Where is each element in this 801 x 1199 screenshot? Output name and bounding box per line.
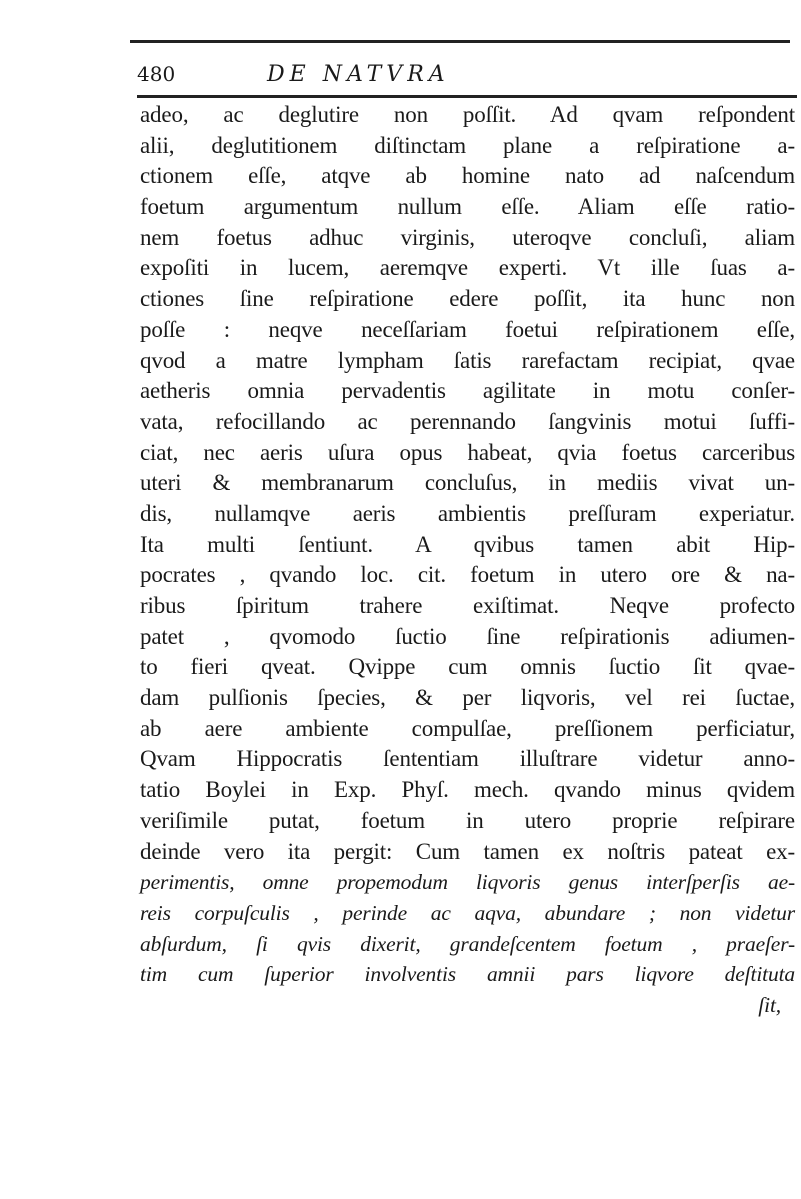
text-line: foetum argumentum nullum eſſe. Aliam eſſe ratio- xyxy=(140,194,795,220)
text-line: ab aere ambiente compulſae, preſſionem perficiatur, xyxy=(140,715,795,741)
text-line: dis, nullamqve aeris ambientis preſſuram experiatur. xyxy=(140,500,795,526)
body-text xyxy=(140,100,795,1021)
text-line: ctiones ſine reſpiratione edere poſſit, ita hunc non xyxy=(140,286,795,312)
quoted-text-line: tim cum ſuperior involventis amnii pars liqvore deſtituta xyxy=(140,962,795,987)
header-rule xyxy=(137,95,797,98)
top-edge-rule xyxy=(130,40,790,43)
text-line: alii, deglutitionem diſtinctam plane a reſpiratione a- xyxy=(140,132,795,158)
text-line: vata, refocillando ac perennando ſangvinis motui ſuffi- xyxy=(140,408,795,434)
text-line: to fieri qveat. Qvippe cum omnis ſuctio ſit qvae- xyxy=(140,654,795,680)
quoted-text-line: perimentis, omne propemodum liqvoris genus interſperſis ae- xyxy=(140,870,795,895)
text-line: adeo, ac deglutire non poſſit. Ad qvam reſpondent xyxy=(140,102,795,127)
text-line: aetheris omnia pervadentis agilitate in motu conſer- xyxy=(140,378,795,404)
text-line: qvod a matre lympham ſatis rarefactam recipiat, qvae xyxy=(140,347,795,373)
page-number: 480 xyxy=(137,62,176,86)
text-line: deinde vero ita pergit: Cum tamen ex noſtris pateat ex- xyxy=(140,838,795,864)
text-line: pocrates , qvando loc. cit. foetum in utero ore & na- xyxy=(140,562,795,588)
text-line: Qvam Hippocratis ſententiam illuſtrare videtur anno- xyxy=(140,746,795,772)
text-line: ctionem eſſe, atqve ab homine nato ad naſcendum xyxy=(140,163,795,189)
text-line: tatio Boylei in Exp. Phyſ. mech. qvando minus qvidem xyxy=(140,777,795,803)
text-line: ciat, nec aeris uſura opus habeat, qvia foetus carceribus xyxy=(140,439,795,465)
quoted-text-line: abſurdum, ſi qvis dixerit, grandeſcentem foetum , praeſer- xyxy=(140,931,795,956)
text-line: nem foetus adhuc virginis, uteroqve concluſi, aliam xyxy=(140,224,795,250)
text-line: Ita multi ſentiunt. A qvibus tamen abit Hip- xyxy=(140,531,795,557)
text-line: uteri & membranarum concluſus, in mediis vivat un- xyxy=(140,470,795,496)
text-line: veriſimile putat, foetum in utero proprie reſpirare xyxy=(140,807,795,833)
text-line: poſſe : neqve neceſſariam foetui reſpirationem eſſe, xyxy=(140,316,795,342)
text-line: patet , qvomodo ſuctio ſine reſpirationis adiumen- xyxy=(140,623,795,649)
text-line: ribus ſpiritum trahere exiſtimat. Neqve profecto xyxy=(140,593,795,618)
quoted-text-line: reis corpuſculis , perinde ac aqva, abundare ; non videtur xyxy=(140,900,795,925)
page-header xyxy=(137,62,797,96)
running-title: DE NATVRA xyxy=(267,62,450,87)
text-line: dam pulſionis ſpecies, & per liqvoris, vel rei ſuctae, xyxy=(140,685,795,711)
catchword: ſit, xyxy=(758,992,781,1017)
text-line: expoſiti in lucem, aeremqve experti. Vt ille ſuas a- xyxy=(140,255,795,281)
